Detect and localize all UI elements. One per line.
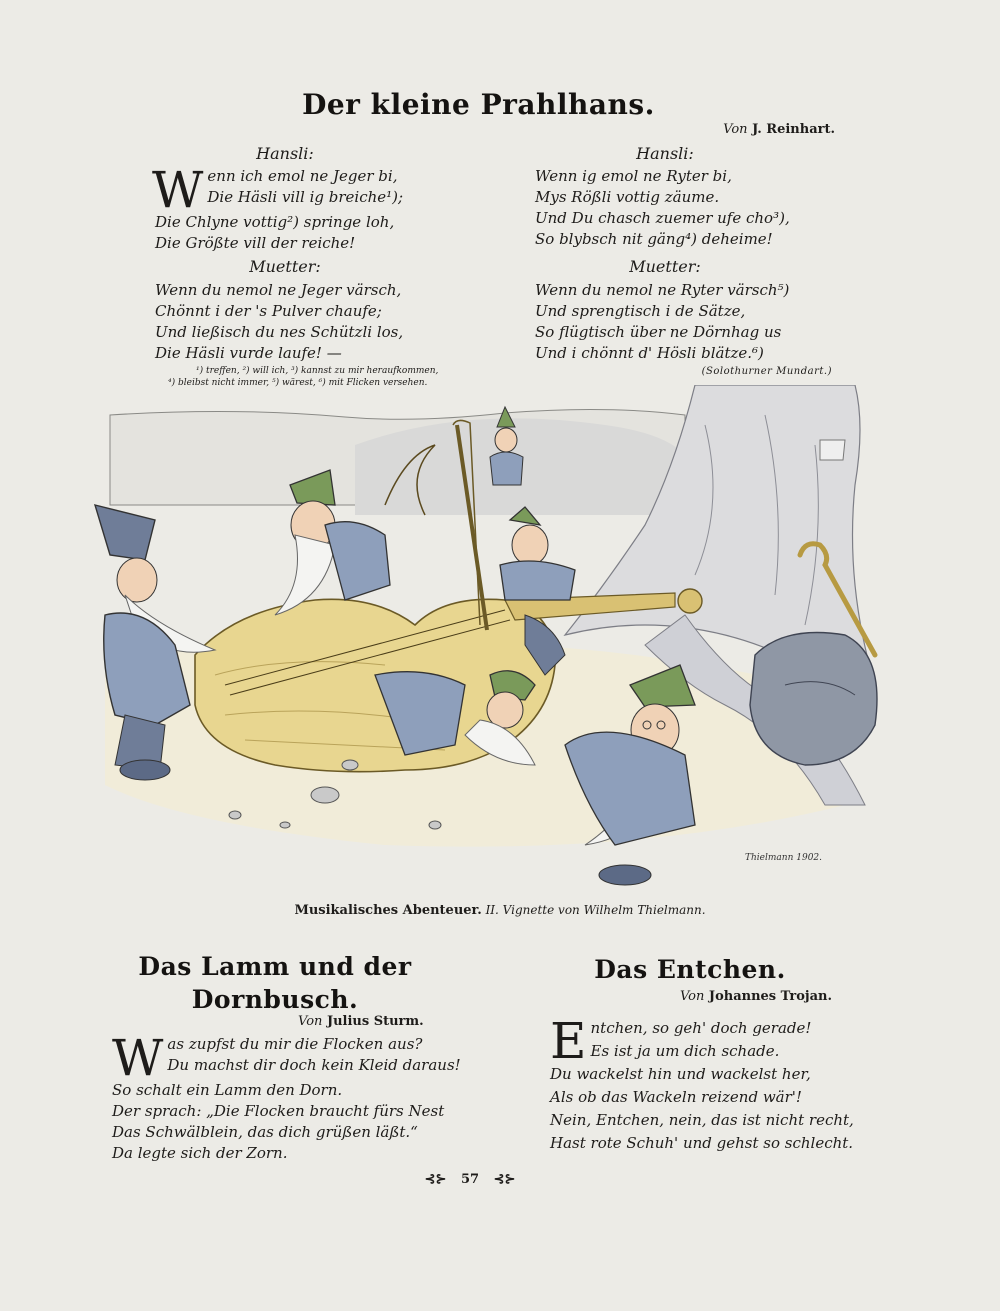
stanza-left-1 <box>152 161 452 254</box>
dropcap-w: W <box>152 161 204 219</box>
byline-von: Von <box>679 989 705 1004</box>
page-number: 57 <box>460 1172 480 1187</box>
speaker-hansli-right: Hansli: <box>636 144 694 163</box>
verse-line: So schalt ein Lamm den Dorn. <box>112 1081 343 1099</box>
ornament-right-icon: ⊰⊱ <box>493 1172 516 1187</box>
byline-author: Julius Sturm. <box>326 1014 424 1029</box>
poem2-body <box>112 1029 461 1164</box>
byline-reinhart <box>723 122 835 137</box>
verse-line: So blybsch nit gäng⁴) deheime! <box>535 230 773 248</box>
verse-line: Du wackelst hin und wackelst her, <box>550 1065 811 1083</box>
verse-line: Die Größte vill der reiche! <box>155 234 356 252</box>
illustration-caption <box>0 903 1000 918</box>
poem-title-lamm <box>100 950 450 1016</box>
byline-author: Johannes Trojan. <box>708 989 832 1004</box>
caption-title: Musikalisches Abenteuer. <box>294 903 482 918</box>
poem-title-line: Das Lamm und der <box>138 952 412 981</box>
verse-line: Da legte sich der Zorn. <box>112 1144 288 1162</box>
poem-title-prahlhans: Der kleine Prahlhans. <box>302 88 655 121</box>
dropcap-w: W <box>112 1029 164 1087</box>
stanza-right-1 <box>535 166 835 250</box>
verse-line: Wenn du nemol ne Jeger värsch, <box>155 281 402 299</box>
dialect-note: (Solothurner Mundart.) <box>701 366 832 377</box>
verse-line: Wenn ig emol ne Ryter bi, <box>535 167 732 185</box>
verse-line: Mys Rößli vottig zäume. <box>535 188 720 206</box>
stanza-left-2 <box>155 280 455 364</box>
dropcap-e: E <box>550 1012 587 1070</box>
verse-line: Und sprengtisch i de Sätze, <box>535 302 746 320</box>
verse-line: as zupfst du mir die Flocken aus? <box>167 1035 423 1053</box>
verse-line: Nein, Entchen, nein, das ist nicht recht, <box>550 1111 854 1129</box>
speaker-muetter-left: Muetter: <box>249 257 321 276</box>
verse-line: Chönnt i der 's Pulver chaufe; <box>155 302 382 320</box>
ornament-left-icon: ⊰⊱ <box>424 1172 447 1187</box>
poem-title-entchen: Das Entchen. <box>594 955 786 984</box>
verse-line: enn ich emol ne Jeger bi, <box>207 167 398 185</box>
illustration-signature: Thielmann 1902. <box>745 853 823 863</box>
verse-line: Wenn du nemol ne Ryter värsch⁵) <box>535 281 790 299</box>
byline-trojan <box>680 989 832 1004</box>
gnomes-double-bass-illustration <box>85 385 885 890</box>
verse-line: Die Chlyne vottig²) springe loh, <box>155 213 395 231</box>
byline-von: Von <box>723 122 748 137</box>
poem3-body <box>550 1012 880 1155</box>
verse-line: Die Häsli vurde laufe! — <box>155 344 342 362</box>
verse-line: Und ließisch du nes Schützli los, <box>155 323 404 341</box>
byline-von: Von <box>298 1014 323 1029</box>
speaker-hansli-left: Hansli: <box>256 144 314 163</box>
byline-sturm <box>298 1014 424 1029</box>
byline-author: J. Reinhart. <box>752 122 835 137</box>
stanza-right-2 <box>535 280 835 364</box>
caption-text: II. Vignette von Wilhelm Thielmann. <box>485 903 706 917</box>
verse-line: So flügtisch über ne Dörnhag us <box>535 323 782 341</box>
verse-line: Es ist ja um dich schade. <box>590 1042 780 1060</box>
speaker-muetter-right: Muetter: <box>629 257 701 276</box>
verse-line: ntchen, so geh' doch gerade! <box>590 1019 812 1037</box>
verse-line: Hast rote Schuh' und gehst so schlecht. <box>550 1134 854 1152</box>
verse-line: Das Schwälblein, das dich grüßen läßt.“ <box>112 1123 418 1141</box>
verse-line: Als ob das Wackeln reizend wär'! <box>550 1088 802 1106</box>
verse-line: Und i chönnt d' Hösli blätze.⁶) <box>535 344 764 362</box>
footnote-line: ¹) treffen, ²) will ich, ³) kannst zu mir heraufkommen, <box>196 366 439 376</box>
verse-line: Der sprach: „Die Flocken braucht fürs Nest <box>112 1102 445 1120</box>
poem-title-line: Dornbusch. <box>191 985 359 1014</box>
page-number-row <box>0 1172 940 1187</box>
verse-line: Du machst dir doch kein Kleid daraus! <box>167 1056 461 1074</box>
verse-line: Und Du chasch zuemer ufe cho³), <box>535 209 790 227</box>
footnote-line: ⁴) bleibst nicht immer, ⁵) wärest, ⁶) mit Flicken versehen. <box>168 378 428 388</box>
verse-line: Die Häsli vill ig breiche¹); <box>207 188 404 206</box>
